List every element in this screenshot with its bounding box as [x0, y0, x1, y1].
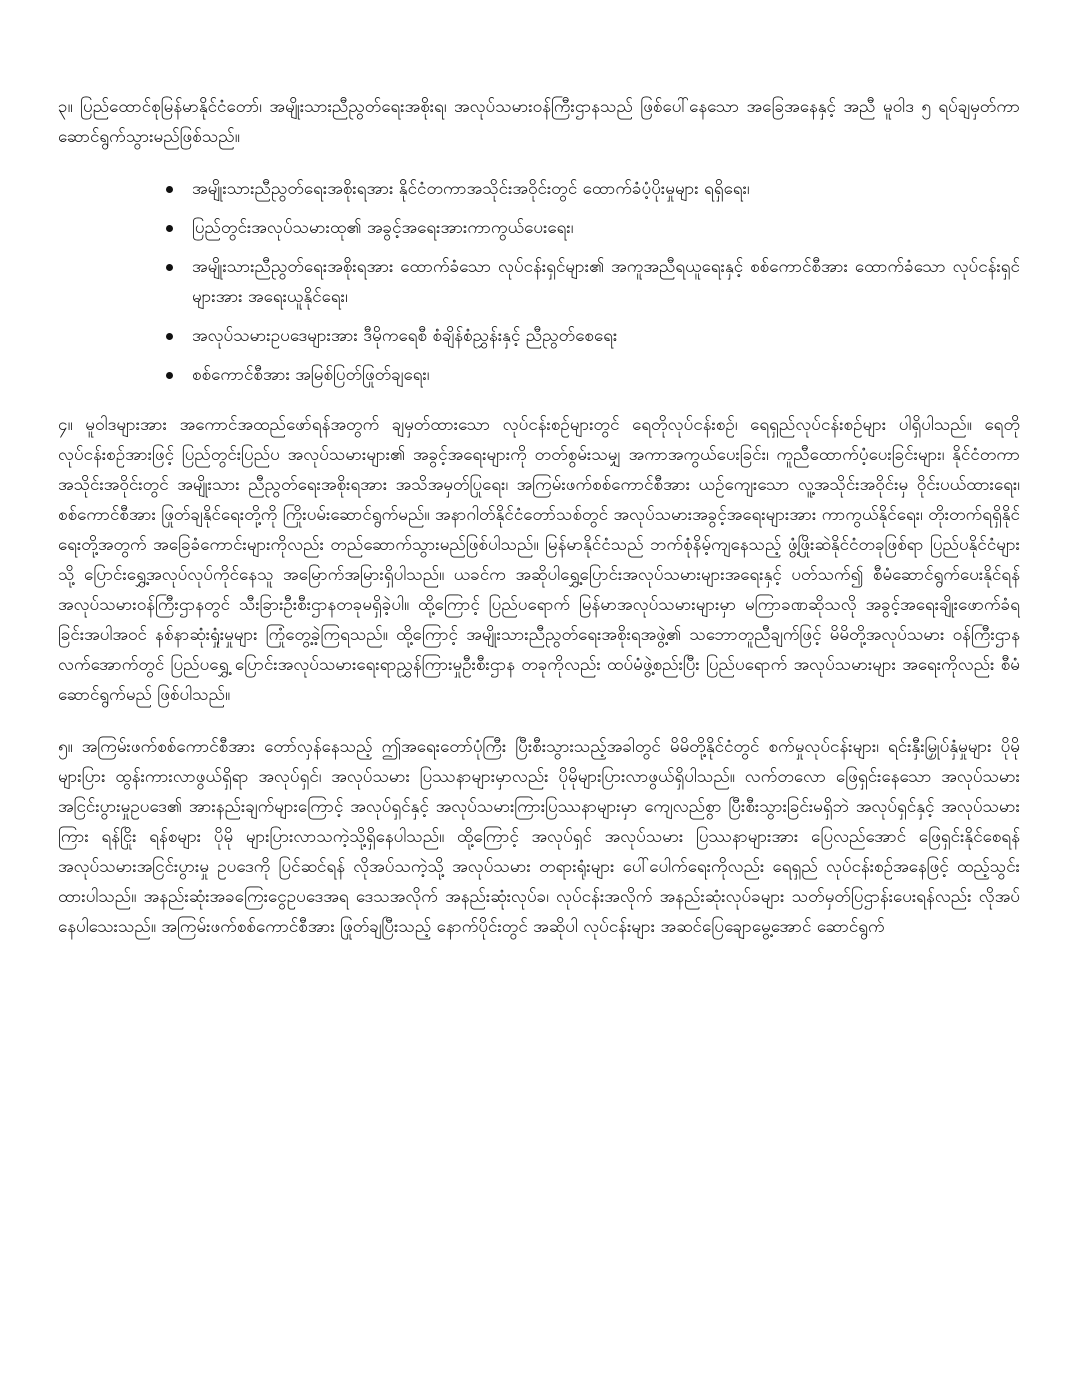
list-item: [192, 213, 1020, 243]
list-item-text: အမျိုးသားညီညွတ်ရေးအစိုးရအား နိုင်ငံတကာအသိုင်းအဝိုင်းတွင် ထောက်ခံပံ့ပိုးမှုများ ရရှိရေး၊: [192, 179, 750, 199]
bullet-icon: [162, 321, 176, 351]
list-item-text: ပြည်တွင်းအလုပ်သမားထု၏ အခွင့်အရေးအားကာကွယ်ပေးရေး၊: [192, 218, 574, 238]
list-item: [192, 252, 1020, 312]
list-item: [192, 360, 1020, 390]
bullet-icon: [162, 252, 176, 282]
bullet-icon: [162, 174, 176, 204]
list-item: [192, 321, 1020, 351]
document-page: [58, 92, 1020, 1382]
paragraph-5: ၅။ အကြမ်းဖက်စစ်ကောင်စီအား တော်လှန်နေသည့် ဤအရေးတော်ပုံကြီး ပြီးစီးသွားသည့်အခါတွင် မိမိတို့နိုင်ငံတွင် စက်မှုလုပ်ငန်းများ၊ ရင်းနှီးမြှုပ်နှံမှုများ ပိုမိုများပြား ထွန်းကားလာဖွယ်ရှိရာ အလုပ်ရှင်၊ အလုပ်သမား ပြဿနာများမှာလည်း ပိုမိုများပြားလာဖွယ်ရှိပါသည်။ လက်တလော ဖြေရှင်းနေသော အလုပ်သမားအငြင်းပွားမှုဥပဒေ၏ အားနည်းချက်များကြောင့် အလုပ်ရှင်နှင့် အလုပ်သမားကြားပြဿနာများမှာ ကျေလည်စွာ ပြီးစီးသွားခြင်းမရှိဘဲ အလုပ်ရှင်နှင့် အလုပ်သမားကြား ရန်ငြိုး ရန်စများ ပိုမို များပြားလာသကဲ့သို့ရှိနေပါသည်။ ထို့ကြောင့် အလုပ်ရှင် အလုပ်သမား ပြဿနာများအား ပြေလည်အောင် ဖြေရှင်းနိုင်စေရန် အလုပ်သမားအငြင်းပွားမှု ဥပဒေကို ပြင်ဆင်ရန် လိုအပ်သကဲ့သို့ အလုပ်သမား တရားရုံးများ ပေါ်ပေါက်ရေးကိုလည်း ရေရှည် လုပ်ငန်းစဉ်အနေဖြင့် ထည့်သွင်းထားပါသည်။ အနည်းဆုံးအခကြေးငွေဥပဒေအရ ဒေသအလိုက် အနည်းဆုံးလုပ်ခ၊ လုပ်ငန်းအလိုက် အနည်းဆုံးလုပ်ခများ သတ်မှတ်ပြဌာန်းပေးရန်လည်း လိုအပ်နေပါသေးသည်။ အကြမ်းဖက်စစ်ကောင်စီအား ဖြုတ်ချပြီးသည့် နောက်ပိုင်းတွင် အဆိုပါ လုပ်ငန်းများ အဆင်ပြေချောမွေ့အောင် ဆောင်ရွက်: [58, 737, 1020, 937]
paragraph-4: ၄။ မူဝါဒများအား အကောင်အထည်ဖော်ရန်အတွက် ချမှတ်ထားသော လုပ်ငန်းစဉ်များတွင် ရေတိုလုပ်ငန်းစဉ်၊ ရေရှည်လုပ်ငန်းစဉ်များ ပါရှိပါသည်။ ရေတိုလုပ်ငန်းစဉ်အားဖြင့် ပြည်တွင်းပြည်ပ အလုပ်သမားများ၏ အခွင့်အရေးများကို တတ်စွမ်းသမျှ အကာအကွယ်ပေးခြင်း၊ ကူညီထောက်ပံ့ပေးခြင်းများ၊ နိုင်ငံတကာအသိုင်းအဝိုင်းတွင် အမျိုးသား ညီညွတ်ရေးအစိုးရအား အသိအမှတ်ပြုရေး၊ အကြမ်းဖက်စစ်ကောင်စီအား ယဉ်ကျေးသော လူ့အသိုင်းအဝိုင်းမှ ဝိုင်းပယ်ထားရေး၊ စစ်ကောင်စီအား ဖြုတ်ချနိုင်ရေးတို့ကို ကြိုးပမ်းဆောင်ရွက်မည်။ အနာဂါတ်နိုင်ငံတော်သစ်တွင် အလုပ်သမားအခွင့်အရေးများအား ကာကွယ်နိုင်ရေး၊ တိုးတက်ရရှိနိုင်ရေးတို့အတွက် အခြေခံကောင်းများကိုလည်း တည်ဆောက်သွားမည်ဖြစ်ပါသည်။ မြန်မာနိုင်ငံသည် ဘက်စုံနိမ့်ကျနေသည့် ဖွံ့ဖြိုးဆဲနိုင်ငံတခုဖြစ်ရာ ပြည်ပနိုင်ငံများသို့ ပြောင်းရွှေ့အလုပ်လုပ်ကိုင်နေသူ အမြောက်အမြားရှိပါသည်။ ယခင်က အဆိုပါရွှေ့ပြောင်းအလုပ်သမားများအရေးနှင့် ပတ်သက်၍ စီမံဆောင်ရွက်ပေးနိုင်ရန် အလုပ်သမားဝန်ကြီးဌာနတွင် သီးခြားဦးစီးဌာနတခုမရှိခဲ့ပါ။ ထို့ကြောင့် ပြည်ပရောက် မြန်မာအလုပ်သမားများမှာ မကြာခဏဆိုသလို အခွင့်အရေးချိုးဖောက်ခံရခြင်းအပါအဝင် နစ်နာဆုံးရှုံးမှုများ ကြုံတွေ့ခဲ့ကြရသည်။ ထို့ကြောင့် အမျိုးသားညီညွတ်ရေးအစိုးရအဖွဲ့၏ သဘောတူညီချက်ဖြင့် မိမိတို့အလုပ်သမား ဝန်ကြီးဌာနလက်အောက်တွင် ပြည်ပရွှေ့ ပြောင်းအလုပ်သမားရေးရာညွှန်ကြားမှုဦးစီးဌာန တခုကိုလည်း ထပ်မံဖွဲ့စည်းပြီး ပြည်ပရောက် အလုပ်သမားများ အရေးကိုလည်း စီမံဆောင်ရွက်မည် ဖြစ်ပါသည်။: [58, 415, 1020, 705]
list-item: [192, 174, 1020, 204]
list-item-text: အမျိုးသားညီညွတ်ရေးအစိုးရအား ထောက်ခံသော လုပ်ငန်းရှင်များ၏ အကူအညီရယူရေးနှင့် စစ်ကောင်စီအား ထောက်ခံသော လုပ်ငန်းရှင်များအား အရေးယူနိုင်ရေး၊: [192, 257, 1020, 307]
bullet-icon: [162, 360, 176, 390]
paragraph-3: ၃။ ပြည်ထောင်စုမြန်မာနိုင်ငံတော်၊ အမျိုးသားညီညွတ်ရေးအစိုးရ၊ အလုပ်သမားဝန်ကြီးဌာနသည် ဖြစ်ပေါ်နေသော အခြေအနေနှင့် အညီ မူဝါဒ ၅ ရပ်ချမှတ်ကာ ဆောင်ရွက်သွားမည်ဖြစ်သည်။: [58, 97, 1020, 147]
bullet-icon: [162, 213, 176, 243]
policy-bullet-list: [58, 174, 1020, 390]
list-item-text: စစ်ကောင်စီအား အမြစ်ပြတ်ဖြုတ်ချရေး၊: [192, 365, 430, 385]
list-item-text: အလုပ်သမားဥပဒေများအား ဒီမိုကရေစီ စံချိန်စံညွှန်းနှင့် ညီညွတ်စေရေး: [192, 326, 618, 346]
